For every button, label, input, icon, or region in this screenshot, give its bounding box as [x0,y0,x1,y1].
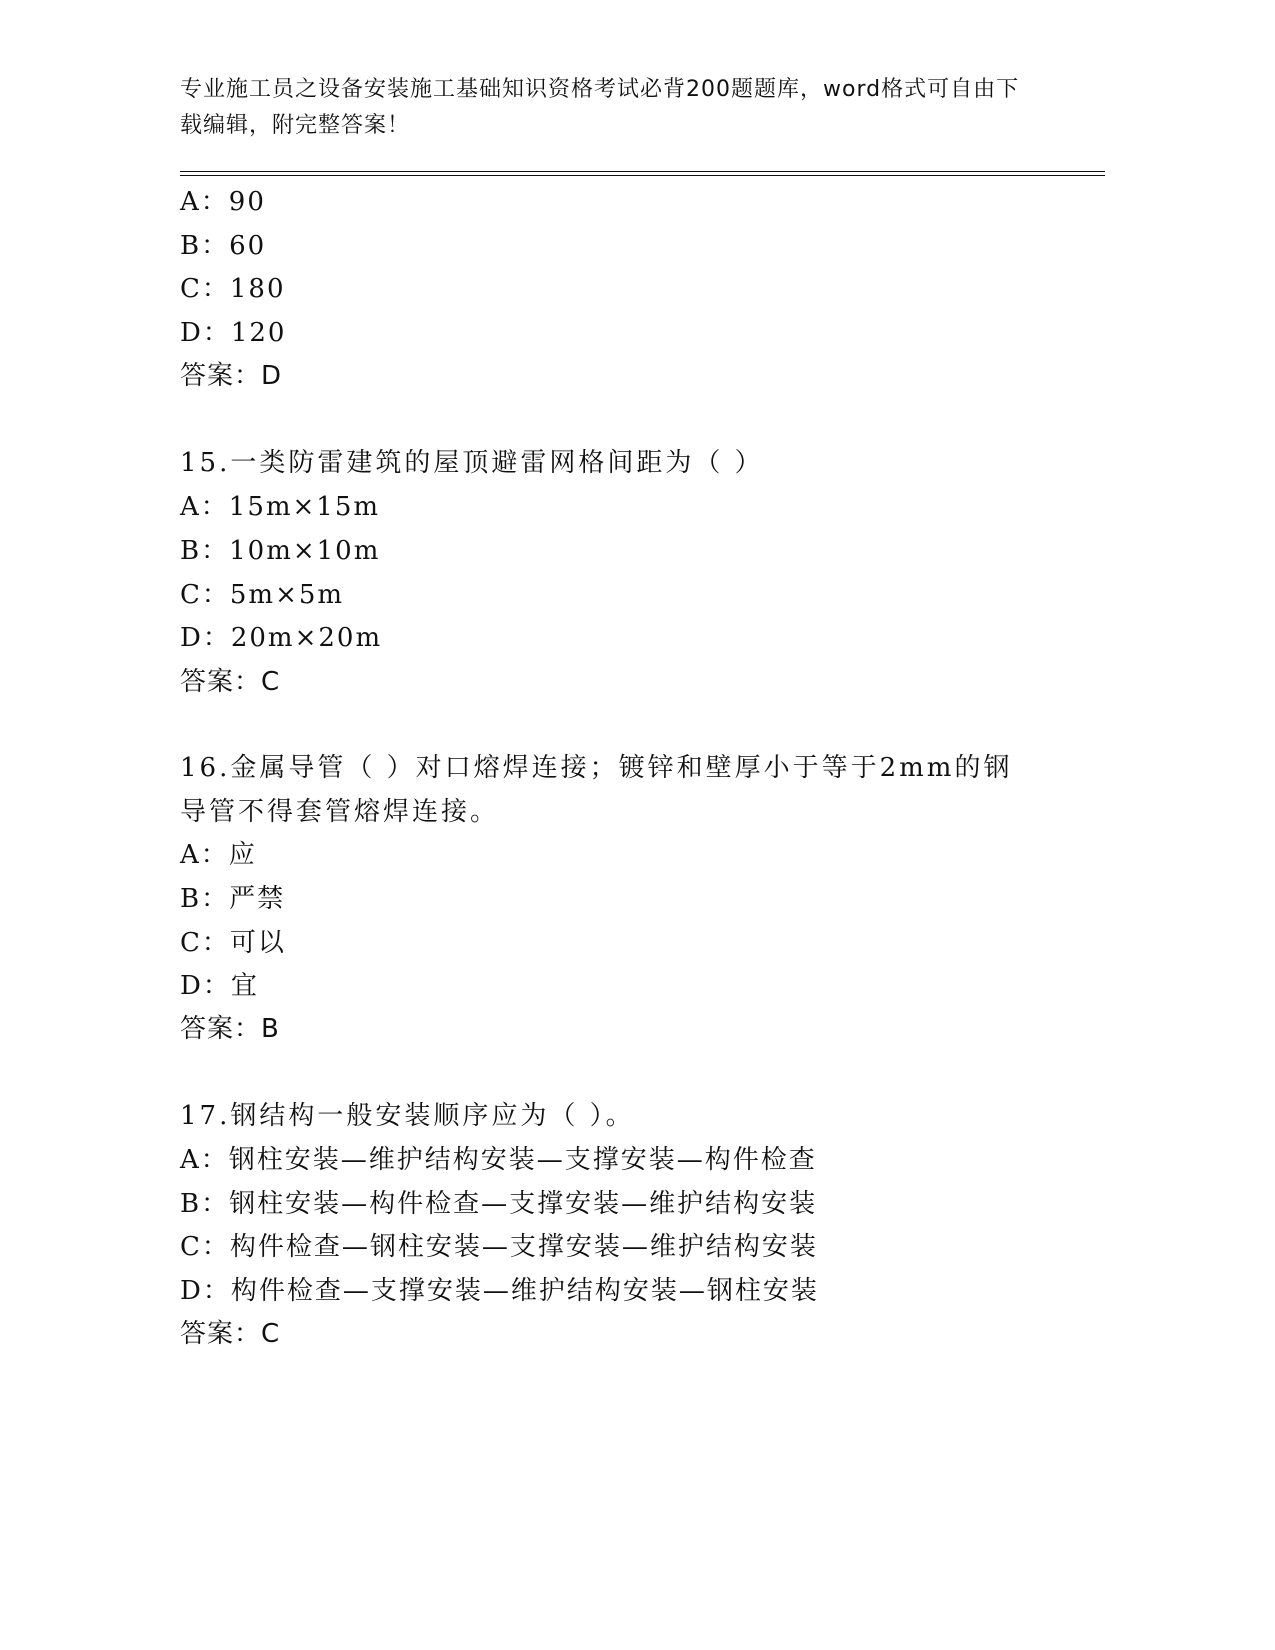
header-divider-bottom [180,175,1105,176]
option-a: A：90 [180,187,266,217]
header-divider-top [180,171,1105,172]
option-a: A：应 [180,840,257,870]
option-b: B：钢柱安装—构件检查—支撑安装—维护结构安装 [180,1189,818,1219]
option-d: D：宜 [180,971,259,1001]
question-16: 16.金属导管（ ）对口熔焊连接；镀锌和壁厚小于等于2mm的钢导管不得套管熔焊连接。 [180,753,1013,827]
option-a: A：15m×15m [180,492,381,522]
option-d: D：构件检查—支撑安装—维护结构安装—钢柱安装 [180,1276,819,1306]
answer: 答案：C [180,1319,281,1349]
option-d: D：120 [180,318,287,348]
option-b: B：10m×10m [180,536,381,566]
answer: 答案：B [180,1014,280,1044]
option-b: B：严禁 [180,884,286,914]
option-c: C：5m×5m [180,580,345,610]
option-a: A：钢柱安装—维护结构安装—支撑安装—构件检查 [180,1145,817,1175]
option-b: B：60 [180,231,267,261]
option-d: D：20m×20m [180,623,383,653]
option-c: C：构件检查—钢柱安装—支撑安装—维护结构安装 [180,1232,818,1262]
option-c: C：180 [180,274,286,304]
answer: 答案：D [180,361,283,391]
question-17: 17.钢结构一般安装顺序应为（ ）。 [180,1101,635,1131]
document-header: 专业施工员之设备安装施工基础知识资格考试必背200题题库，word格式可自由下载编辑，附完整答案！ [180,77,1020,138]
answer: 答案：C [180,667,281,697]
option-c: C：可以 [180,928,286,958]
question-15: 15.一类防雷建筑的屋顶避雷网格间距为（ ） [180,448,764,478]
